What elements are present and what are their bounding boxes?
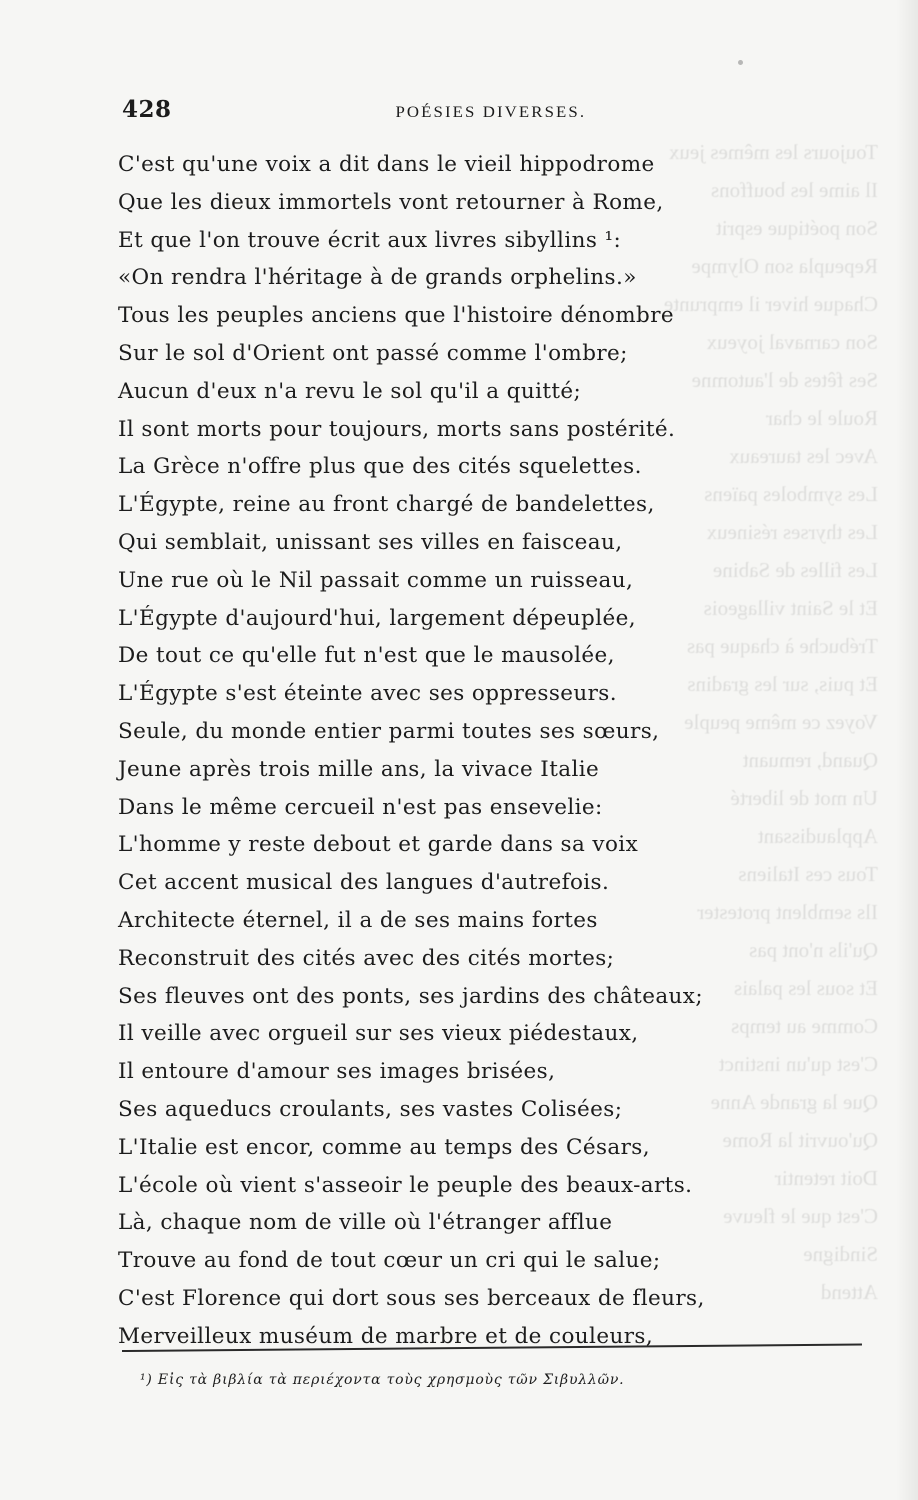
verse-line: Aucun d'eux n'a revu le sol qu'il a quitté; bbox=[118, 378, 582, 404]
verse-line: Merveilleux muséum de marbre et de couleurs, bbox=[118, 1323, 654, 1349]
verse-line: Seule, du monde entier parmi toutes ses sœurs, bbox=[118, 718, 660, 744]
verse-line: C'est qu'une voix a dit dans le vieil hippodrome bbox=[118, 152, 655, 177]
verse-line: Une rue où le Nil passait comme un ruisseau, bbox=[118, 567, 634, 593]
page-header bbox=[122, 96, 742, 126]
verse-line: L'Égypte d'aujourd'hui, largement dépeuplée, bbox=[118, 605, 636, 631]
verse-line: La Grèce n'offre plus que des cités squelettes. bbox=[118, 454, 642, 480]
verse-line: Trouve au fond de tout cœur un cri qui le salue; bbox=[118, 1248, 661, 1274]
verse-line: Qui semblait, unissant ses villes en faisceau, bbox=[118, 529, 623, 555]
facing-page-bleed-through: Toujours les mêmes jeux Il aime les bouffons Son poétique esprit Repeupla son Olympe Chaque hiver il emprunte Son carnaval joyeux Ses fêtes de l'automne Roule le char Avec les taureaux Les symboles païens Les thyrses résineux Les filles de Sabine Et le Saint villageois Trébuche à chaque pas Et puis, sur les gradins Voyez ce même peuple Quand, remuant Un mot de liberté Applaudissant Tous ces Italiens Ils semblent protester Qu'ils n'ont pas Et sous les palais Comme au temps C'est qu'un instinct Que la grande Anne Qu'ouvrit la Rome Doit retentir C'est que le fleuve Sindigne Attend bbox=[663, 140, 878, 1304]
verse-line: L'Égypte s'est éteinte avec ses oppresseurs. bbox=[118, 681, 617, 707]
verse-line: Ses aqueducs croulants, ses vastes Colisées; bbox=[118, 1096, 623, 1122]
footnote: ¹) Εἰς τὰ βιβλία τὰ περιέχοντα τοὺς χρησμοὺς τῶν Σιβυλλῶν. bbox=[140, 1372, 625, 1388]
verse-line: Il veille avec orgueil sur ses vieux piédestaux, bbox=[118, 1021, 639, 1047]
ink-speck bbox=[738, 60, 743, 65]
verse-line: Il sont morts pour toujours, morts sans postérité. bbox=[118, 416, 676, 442]
verse-line: Cet accent musical des langues d'autrefois. bbox=[118, 870, 610, 896]
verse-line: L'école où vient s'asseoir le peuple des beaux-arts. bbox=[118, 1172, 693, 1198]
page-edge-shadow bbox=[896, 0, 918, 1500]
verse-line: L'Égypte, reine au front chargé de bandelettes, bbox=[118, 492, 655, 518]
verse-line: Reconstruit des cités avec des cités mortes; bbox=[118, 945, 615, 971]
verse-line: Jeune après trois mille ans, la vivace Italie bbox=[118, 756, 600, 782]
poem-text bbox=[118, 146, 778, 1356]
page-number: 428 bbox=[122, 96, 172, 123]
verse-line: L'homme y reste debout et garde dans sa voix bbox=[118, 832, 639, 858]
verse-line: «On rendra l'héritage à de grands orphelins.» bbox=[118, 265, 637, 291]
verse-line: Que les dieux immortels vont retourner à Rome, bbox=[118, 189, 664, 215]
verse-line: Il entoure d'amour ses images brisées, bbox=[118, 1059, 556, 1085]
verse-line: Là, chaque nom de ville où l'étranger afflue bbox=[118, 1210, 613, 1236]
verse-line: Ses fleuves ont des ponts, ses jardins des châteaux; bbox=[118, 983, 703, 1009]
verse-line: L'Italie est encor, comme au temps des Césars, bbox=[118, 1134, 650, 1160]
verse-line: Architecte éternel, il a de ses mains fortes bbox=[118, 907, 598, 933]
verse-line: Et que l'on trouve écrit aux livres sibyllins ¹: bbox=[118, 227, 622, 253]
verse-line: C'est Florence qui dort sous ses berceaux de fleurs, bbox=[118, 1285, 705, 1311]
verse-line: De tout ce qu'elle fut n'est que le mausolée, bbox=[118, 643, 615, 669]
running-title: POÉSIES DIVERSES. bbox=[395, 104, 587, 121]
verse-line: Sur le sol d'Orient ont passé comme l'ombre; bbox=[118, 340, 628, 366]
verse-line: Tous les peuples anciens que l'histoire dénombre bbox=[118, 303, 675, 329]
verse-line: Dans le même cercueil n'est pas ensevelie: bbox=[118, 794, 603, 820]
